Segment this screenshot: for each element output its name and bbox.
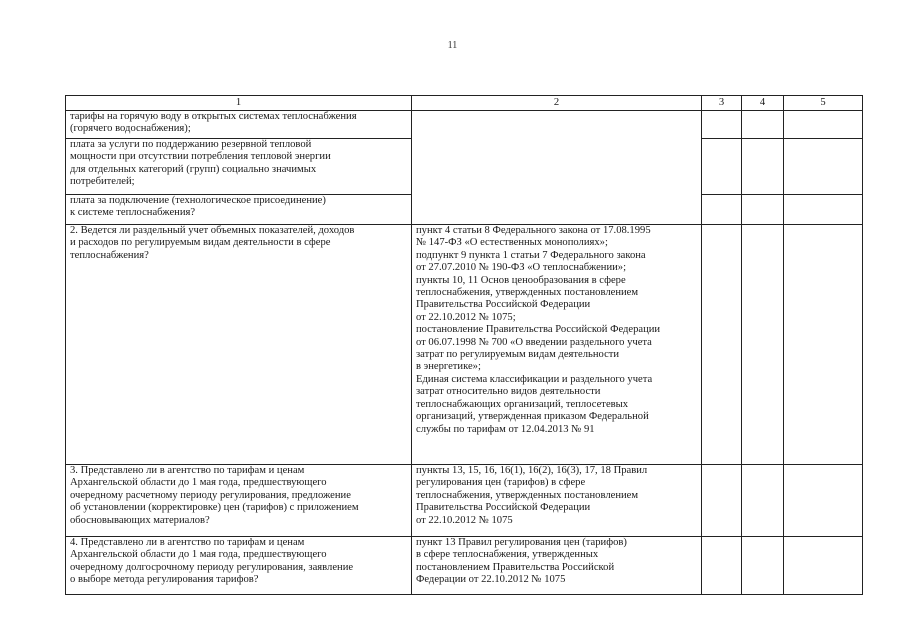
answer-no-cell[interactable] <box>742 537 784 595</box>
question-cell <box>66 537 412 595</box>
question-text: 2. Ведется ли раздельный учет объемных показателей, доходов и расходов по регулируемым видам деятельности в сфере теплоснабжения? <box>70 225 355 261</box>
reference-text: пункт 13 Правил регулирования цен (тарифов) в сфере теплоснабжения, утвержденных постановлением Правительства Российской Федерации от 22.10.2012 № 1075 <box>416 537 627 586</box>
note-cell[interactable] <box>784 225 863 465</box>
reference-cell <box>412 225 702 465</box>
reference-cell <box>412 111 702 225</box>
answer-no-cell[interactable] <box>742 139 784 195</box>
reference-text: пункты 13, 15, 16, 16(1), 16(2), 16(3), 17, 18 Правил регулирования цен (тарифов) в сфере теплоснабжения, утвержденных постановлением Правительства Российской Федерации от 22.10.2012 № 1075 <box>416 465 648 526</box>
question-text: плата за услуги по поддержанию резервной тепловой мощности при отсутствии потребления тепловой энергии для отдельных категорий (групп) социально значимых потребителей; <box>70 139 331 188</box>
reference-text: пункт 4 статьи 8 Федерального закона от 17.08.1995 № 147-ФЗ «О естественных монополиях»; подпункт 9 пункта 1 статьи 7 Федерального закона от 27.07.2010 № 190-ФЗ «О теплоснабжении»; пункты 10, 11 Основ ценообразования в сфере теплоснабжения, утвержденных постановлением Правительства Российской Федерации от 22.10.2012 № 1075; постановление Правительства Российской Федерации от 06.07.1998 № 700 «О введении раздельного учета затрат по регулируемым видам деятельности в энергетике»; Единая система классификации и раздельного учета затрат относительно видов деятельности теплоснабжающих организаций, теплосетевых организаций, утвержденная приказом Федеральной службы по тарифам от 12.04.2013 № 91 <box>416 225 661 435</box>
answer-no-cell[interactable] <box>742 465 784 537</box>
question-text: 3. Представлено ли в агентство по тарифам и ценам Архангельской области до 1 мая года, предшествующего очередному расчетному периоду регулирования, предложение об установлении (корректировке) цен (тарифов) с приложением обосновывающих материалов? <box>70 465 359 526</box>
answer-yes-cell[interactable] <box>702 139 742 195</box>
column-header: 5 <box>784 96 863 111</box>
question-cell <box>66 195 412 225</box>
answer-no-cell[interactable] <box>742 225 784 465</box>
note-cell[interactable] <box>784 195 863 225</box>
column-header: 1 <box>66 96 412 111</box>
answer-no-cell[interactable] <box>742 195 784 225</box>
column-header: 3 <box>702 96 742 111</box>
note-cell[interactable] <box>784 465 863 537</box>
checklist-table <box>65 95 863 595</box>
reference-cell <box>412 537 702 595</box>
reference-cell <box>412 465 702 537</box>
answer-yes-cell[interactable] <box>702 111 742 139</box>
question-text: 4. Представлено ли в агентство по тарифам и ценам Архангельской области до 1 мая года, предшествующего очередному долгосрочному периоду регулирования, заявление о выборе метода регулирования тарифов? <box>70 537 354 586</box>
question-cell <box>66 225 412 465</box>
question-cell <box>66 111 412 139</box>
question-text: плата за подключение (технологическое присоединение) к системе теплоснабжения? <box>70 195 326 219</box>
table-row <box>66 225 863 465</box>
note-cell[interactable] <box>784 537 863 595</box>
question-cell <box>66 465 412 537</box>
column-header: 4 <box>742 96 784 111</box>
question-text: тарифы на горячую воду в открытых системах теплоснабжения (горячего водоснабжения); <box>70 111 357 135</box>
note-cell[interactable] <box>784 139 863 195</box>
answer-yes-cell[interactable] <box>702 537 742 595</box>
answer-yes-cell[interactable] <box>702 225 742 465</box>
table-row <box>66 465 863 537</box>
column-header: 2 <box>412 96 702 111</box>
question-cell <box>66 139 412 195</box>
answer-yes-cell[interactable] <box>702 195 742 225</box>
answer-yes-cell[interactable] <box>702 465 742 537</box>
page-number: 11 <box>447 40 458 51</box>
table-row <box>66 111 863 139</box>
note-cell[interactable] <box>784 111 863 139</box>
table-row <box>66 537 863 595</box>
answer-no-cell[interactable] <box>742 111 784 139</box>
table-header-row <box>66 96 863 111</box>
